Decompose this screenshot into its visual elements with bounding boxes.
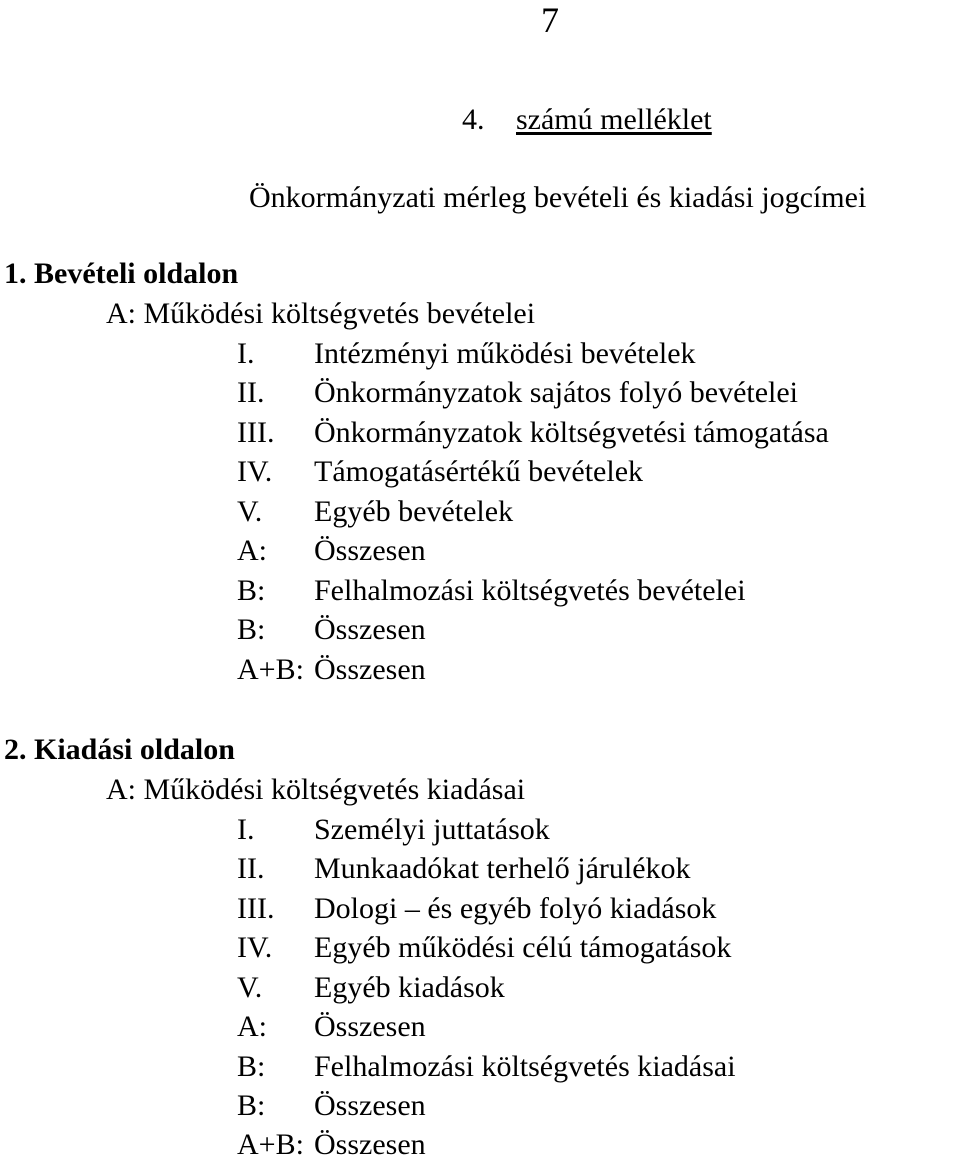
item-label: Összesen [314, 613, 426, 646]
annex-label [462, 102, 712, 138]
item-code: V. [237, 971, 263, 1004]
item-label: Összesen [314, 534, 426, 567]
item-label: Egyéb működési célú támogatások [314, 931, 732, 964]
item-label: Összesen [314, 1010, 426, 1043]
item-label: Egyéb kiadások [314, 971, 505, 1004]
item-label: Személyi juttatások [314, 813, 550, 846]
item-label: Támogatásértékű bevételek [314, 455, 644, 488]
expenditure-heading: 2. Kiadási oldalon [4, 733, 235, 766]
item-label: Összesen [314, 653, 426, 686]
item-code: A+B: [237, 1128, 304, 1161]
item-code: I. [237, 813, 255, 846]
item-code: IV. [237, 455, 273, 488]
item-code: III. [237, 892, 275, 925]
item-label: Összesen [314, 1089, 426, 1122]
item-label: Összesen [314, 1128, 426, 1161]
page-number: 7 [541, 0, 559, 40]
item-code: A: [237, 1010, 267, 1043]
item-code: B: [237, 574, 266, 607]
item-label: Önkormányzatok költségvetési támogatása [314, 416, 829, 449]
document-title: Önkormányzati mérleg bevételi és kiadási jogcímei [249, 181, 867, 214]
item-label: Felhalmozási költségvetés kiadásai [314, 1050, 736, 1083]
item-code: II. [237, 376, 265, 409]
revenue-sub-a: A: Működési költségvetés bevételei [106, 297, 536, 330]
item-code: A: [237, 534, 267, 567]
item-code: B: [237, 1089, 266, 1122]
item-code: II. [237, 852, 265, 885]
annex-number: 4. [462, 103, 485, 136]
item-label: Felhalmozási költségvetés bevételei [314, 574, 746, 607]
item-code: I. [237, 337, 255, 370]
item-code: IV. [237, 931, 273, 964]
item-code: B: [237, 1050, 266, 1083]
item-label: Egyéb bevételek [314, 495, 514, 528]
item-label: Önkormányzatok sajátos folyó bevételei [314, 376, 799, 409]
item-code: III. [237, 416, 275, 449]
item-code: B: [237, 613, 266, 646]
item-code: A+B: [237, 653, 304, 686]
item-label: Intézményi működési bevételek [314, 337, 696, 370]
expenditure-sub-a: A: Működési költségvetés kiadásai [106, 773, 526, 806]
revenue-heading: 1. Bevételi oldalon [4, 257, 239, 290]
item-label: Munkaadókat terhelő járulékok [314, 852, 691, 885]
annex-text: számú melléklet [516, 103, 712, 136]
item-label: Dologi – és egyéb folyó kiadások [314, 892, 717, 925]
item-code: V. [237, 495, 263, 528]
